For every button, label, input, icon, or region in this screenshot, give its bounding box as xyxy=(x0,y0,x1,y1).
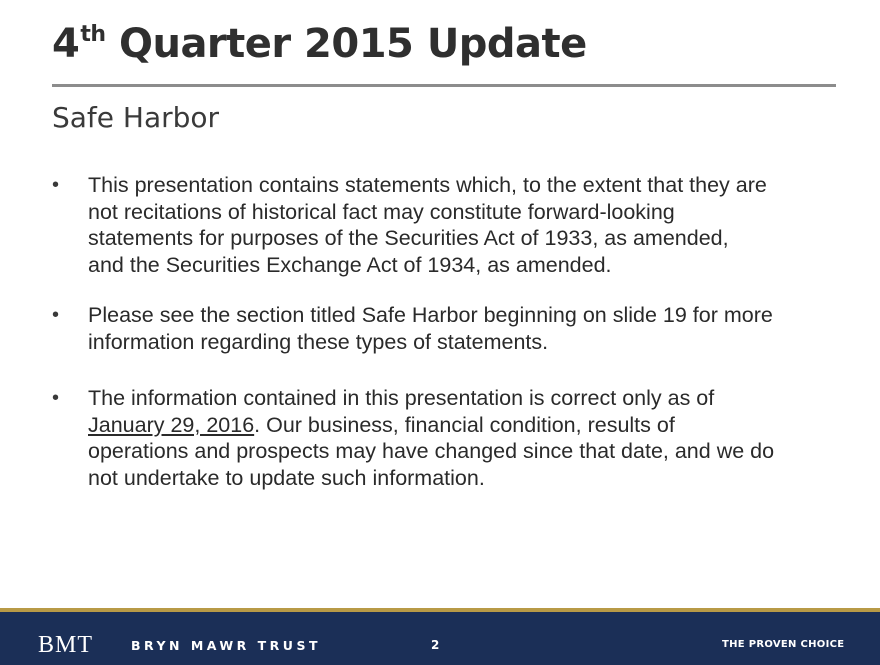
date-link[interactable]: January 29, 2016 xyxy=(88,412,255,437)
bullet-line: information regarding these types of statements. xyxy=(88,329,549,354)
slide-title-number: 4 xyxy=(52,21,80,67)
slide-title-superscript: th xyxy=(80,22,106,47)
slide-footer xyxy=(0,608,880,665)
footer-bar xyxy=(0,612,880,665)
slide-subtitle: Safe Harbor xyxy=(52,101,220,134)
slide-title xyxy=(52,18,587,70)
title-divider xyxy=(52,84,836,87)
company-logo: BMT xyxy=(38,632,94,658)
bullet-marker: • xyxy=(52,304,60,326)
bullet-line xyxy=(88,412,842,439)
bullet-text xyxy=(88,172,842,278)
company-name: BRYN MAWR TRUST xyxy=(131,638,321,653)
bullet-line: statements for purposes of the Securities Act of 1933, as amended, xyxy=(88,226,729,250)
bullet-line-rest: . Our business, financial condition, results of xyxy=(254,412,675,437)
slide-title-text: Quarter 2015 Update xyxy=(105,21,587,67)
bullet-line: not undertake to update such information. xyxy=(88,465,485,490)
bullet-marker: • xyxy=(52,174,60,196)
bullet-line: not recitations of historical fact may constitute forward-looking xyxy=(88,199,675,224)
bullet-line: The information contained in this presentation is correct only as of xyxy=(88,386,715,410)
bullet-line: and the Securities Exchange Act of 1934, as amended. xyxy=(88,252,612,277)
page-number: 2 xyxy=(431,638,440,652)
bullet-text xyxy=(88,385,842,491)
bullet-line: operations and prospects may have changed since that date, and we do xyxy=(88,439,775,463)
company-tagline: THE PROVEN CHOICE xyxy=(722,639,845,650)
bullet-line: This presentation contains statements which, to the extent that they are xyxy=(88,173,767,197)
bullet-text xyxy=(88,302,842,355)
bullet-marker: • xyxy=(52,387,60,409)
bullet-line: Please see the section titled Safe Harbor beginning on slide 19 for more xyxy=(88,303,773,327)
